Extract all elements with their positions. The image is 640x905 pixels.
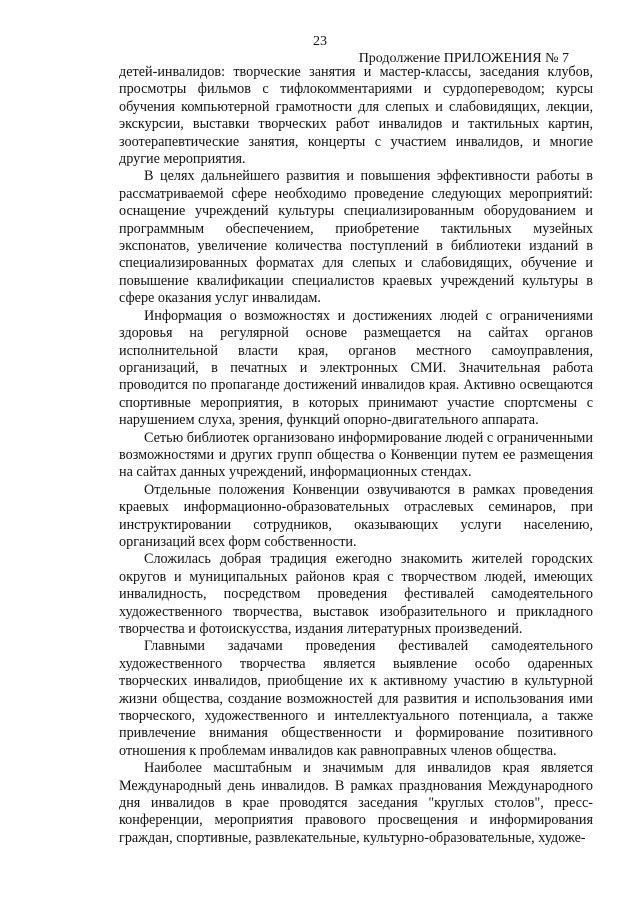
paragraph: Наиболее масштабным и значимым для инвалидов края является Международный день инвалидов. В рамках празднования Международного дня инвалидов в крае проводятся заседания "круглых столов", пресс-конференции, мероприятия правового просвещения и информирования граждан, спортивные, развлекательные, культурно-образовательные, художе- — [119, 760, 593, 846]
paragraph: Сложилась добрая традиция ежегодно знакомить жителей городских округов и муниципальных районов края с творчеством людей, имеющих инвалидность, посредством проведения фестивалей самодеятельного художественного творчества, выставок изобразительного и прикладного творчества и фотоискусства, издания литературных произведений. — [119, 551, 593, 637]
paragraph: Отдельные положения Конвенции озвучиваются в рамках проведения краевых информационно-образовательных отраслевых семинаров, при инструктировании сотрудников, оказывающих услуги населению, организаций всех форм собственности. — [119, 481, 593, 550]
page-number: 23 — [313, 34, 327, 49]
paragraph: Информация о возможностях и достижениях людей с ограничениями здоровья на регулярной основе размещается на сайтах органов исполнительной власти края, органов местного самоуправления, организаций, в печатных и электронных СМИ. Значительная работа проводится по пропаганде достижений инвалидов края. Активно освещаются спортивные мероприятия, в которых принимают участие спортсмены с нарушением слуха, зрения, функций опорно-двигательного аппарата. — [119, 307, 593, 429]
paragraph-continuation: детей-инвалидов: творческие занятия и мастер-классы, заседания клубов, просмотры фильмов с тифлокомментариями и сурдопереводом; курсы обучения компьютерной грамотности для слепых и слабовидящих, лекции, экскурсии, выставки творческих работ инвалидов и тактильных картин, зоотерапевтические занятия, концерты с участием инвалидов, и многие другие мероприятия. — [119, 64, 593, 168]
document-body — [119, 64, 593, 847]
paragraph: Главными задачами проведения фестивалей самодеятельного художественного творчества является выявление особо одаренных творческих инвалидов, приобщение их к активному участию в культурной жизни общества, создание возможностей для развития и использования ими творческого, художественного и интеллектуального потенциала, а также привлечение внимания общественности и формирование позитивного отношения к проблемам инвалидов как равноправных членов общества. — [119, 638, 593, 759]
paragraph: Сетью библиотек организовано информирование людей с ограниченными возможностями и других групп общества о Конвенции путем ее размещения на сайтах данных учреждений, информационных стендах. — [119, 429, 593, 481]
paragraph: В целях дальнейшего развития и повышения эффективности работы в рассматриваемой сфере необходимо проведение следующих мероприятий: оснащение учреждений культуры специализированным оборудованием и программным обеспечением, приобретение тактильных музейных экспонатов, увеличение количества поступлений в библиотеки изданий в специализированных форматах для слепых и слабовидящих, обучение и повышение квалификации специалистов краевых учреждений культуры в сфере оказания услуг инвалидам. — [119, 168, 593, 307]
appendix-label: Продолжение ПРИЛОЖЕНИЯ № 7 — [358, 51, 569, 66]
